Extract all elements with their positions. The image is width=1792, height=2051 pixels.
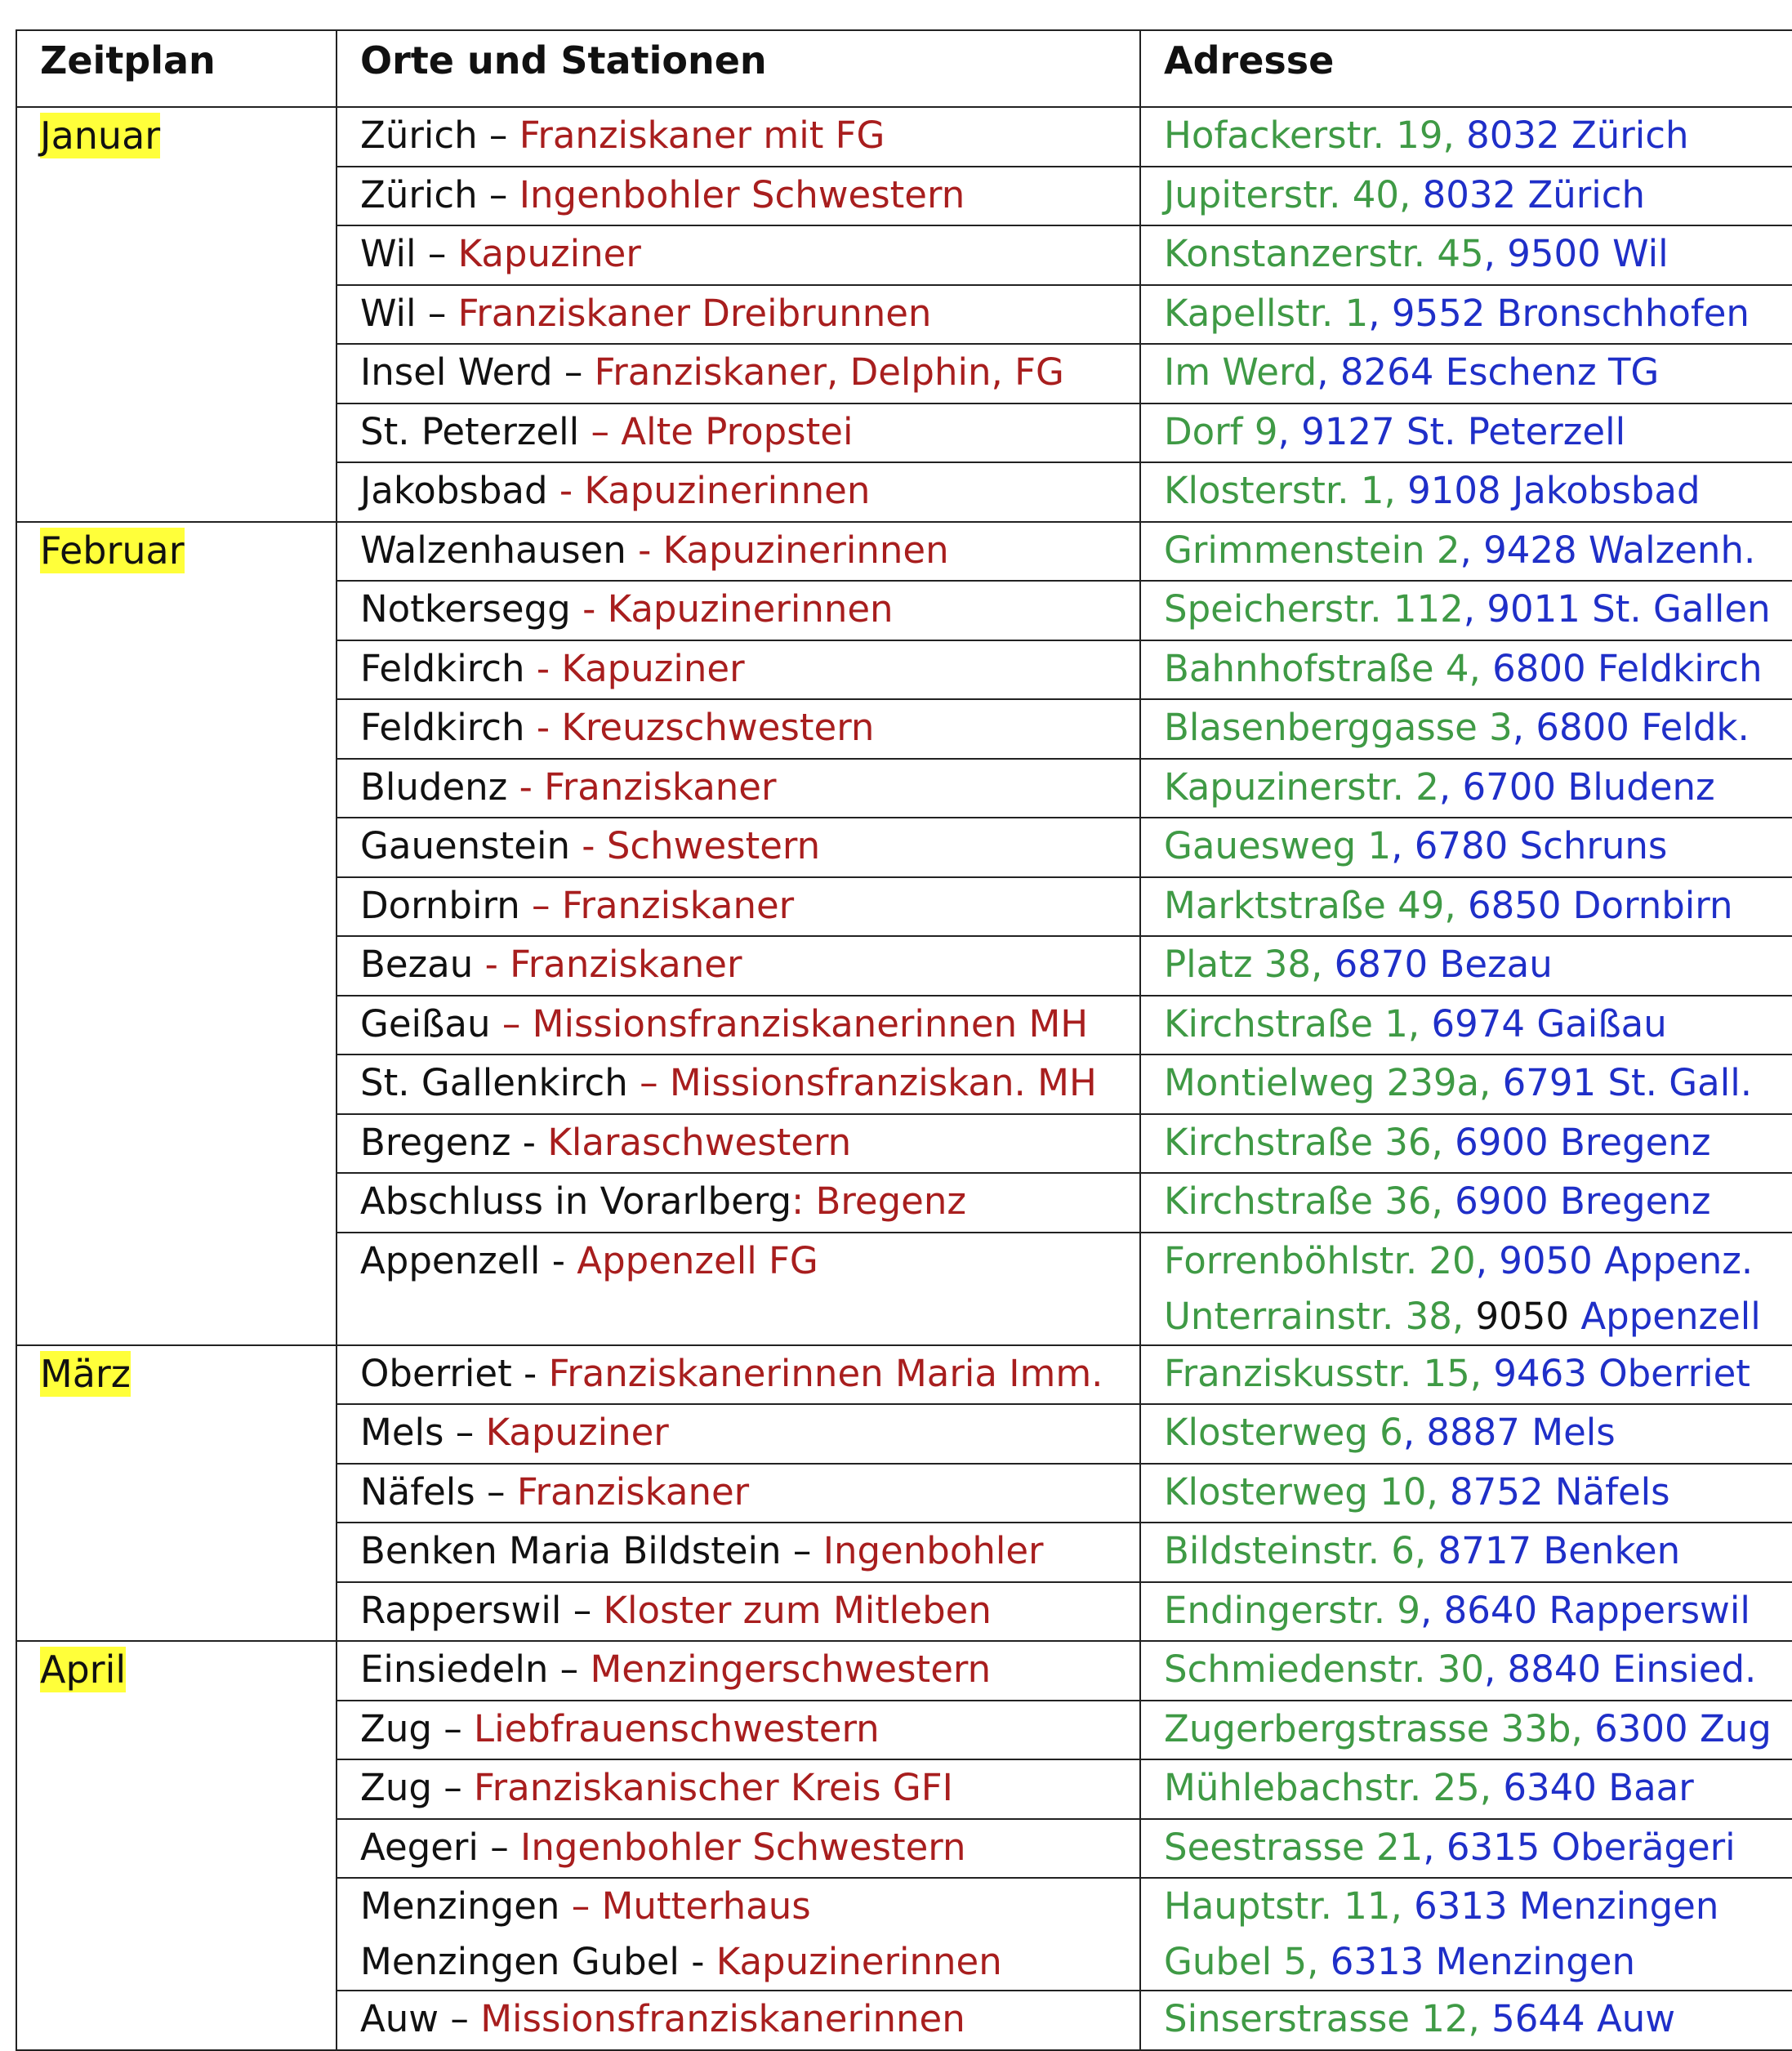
place-name: Benken Maria Bildstein bbox=[360, 1529, 782, 1572]
street-address: Franziskusstr. 15, bbox=[1164, 1351, 1482, 1395]
street-address: Kapuzinerstr. 2 bbox=[1164, 765, 1439, 809]
schedule-table bbox=[16, 29, 1792, 2051]
place-name: Zug bbox=[360, 1706, 432, 1750]
address-cell bbox=[1141, 1346, 1792, 1404]
order-name: Klaraschwestern bbox=[547, 1120, 852, 1164]
address-cell bbox=[1141, 641, 1792, 699]
address-cell bbox=[1141, 760, 1792, 818]
place-name: Bezau bbox=[360, 943, 474, 986]
postal-city: , 6800 Feldk. bbox=[1512, 706, 1750, 749]
postal-city: , 9050 Appenz. bbox=[1475, 1238, 1754, 1282]
order-name: : Bregenz bbox=[791, 1179, 966, 1223]
order-name: Kloster zum Mitleben bbox=[603, 1588, 992, 1632]
street-address: Endingerstr. 9 bbox=[1164, 1588, 1420, 1632]
separator: – bbox=[431, 1766, 475, 1809]
postal-city: , 8264 Eschenz TG bbox=[1317, 350, 1660, 394]
place-name: Rapperswil bbox=[360, 1588, 562, 1632]
place-cell bbox=[337, 226, 1141, 284]
month-group bbox=[17, 1642, 1792, 2051]
place-cell bbox=[337, 1701, 1141, 1759]
separator: – bbox=[444, 1411, 486, 1454]
table-row bbox=[337, 698, 1792, 758]
table-header-row bbox=[17, 31, 1792, 108]
postal-city: 6313 Menzingen bbox=[1318, 1940, 1635, 1983]
place-cell bbox=[337, 760, 1141, 818]
postal-city: 6900 Bregenz bbox=[1442, 1120, 1711, 1164]
place-name: Menzingen Gubel bbox=[360, 1940, 680, 1983]
table-row bbox=[337, 1346, 1792, 1404]
place-cell bbox=[337, 286, 1141, 344]
street-address: Kirchstraße 36, bbox=[1164, 1120, 1443, 1164]
street-address: Klosterweg 10, bbox=[1164, 1469, 1438, 1514]
place-name: Notkersegg bbox=[360, 587, 571, 631]
separator: – bbox=[431, 1706, 475, 1750]
order-name: - Schwestern bbox=[582, 824, 821, 867]
street-address: Montielweg 239a, bbox=[1164, 1061, 1491, 1104]
table-row bbox=[337, 1054, 1792, 1113]
street-address: Konstanzerstr. 45 bbox=[1164, 232, 1484, 275]
place-cell bbox=[337, 1820, 1141, 1878]
place-cell bbox=[337, 463, 1141, 521]
place-name: Gauenstein bbox=[360, 824, 570, 867]
place-name: Oberriet bbox=[360, 1351, 512, 1395]
postal-city: 8752 Näfels bbox=[1438, 1469, 1670, 1514]
place-name: Zürich bbox=[360, 114, 478, 157]
street-address: Mühlebachstr. 25, bbox=[1164, 1766, 1492, 1809]
street-address: Dorf 9 bbox=[1164, 409, 1278, 453]
street-address: Sinserstrasse 12, bbox=[1164, 1997, 1480, 2040]
place-cell bbox=[337, 700, 1141, 758]
street-address: Hauptstr. 11, bbox=[1164, 1884, 1402, 1928]
order-name: Franziskaner, Delphin, FG bbox=[594, 350, 1064, 394]
place-cell bbox=[337, 1760, 1141, 1818]
separator bbox=[507, 765, 519, 809]
place-name: Geißau bbox=[360, 1001, 491, 1046]
address-cell bbox=[1141, 582, 1792, 640]
address-cell bbox=[1141, 167, 1792, 225]
postal-city: 6850 Dornbirn bbox=[1455, 883, 1733, 927]
street-address: Seestrasse 21 bbox=[1164, 1825, 1424, 1869]
place-cell bbox=[337, 167, 1141, 225]
place-cell bbox=[337, 108, 1141, 166]
street-address: Forrenböhlstr. 20 bbox=[1164, 1238, 1476, 1282]
separator bbox=[579, 410, 591, 453]
address-cell bbox=[1141, 226, 1792, 284]
address-cell bbox=[1141, 463, 1792, 521]
place-name: Auw bbox=[360, 1997, 439, 2040]
address-cell bbox=[1141, 997, 1792, 1054]
table-row bbox=[337, 1522, 1792, 1581]
address-cell bbox=[1141, 108, 1792, 166]
month-label: Februar bbox=[40, 528, 185, 573]
separator: - bbox=[511, 1351, 549, 1395]
table-row bbox=[337, 1700, 1792, 1759]
postal-city: 6300 Zug bbox=[1582, 1706, 1772, 1750]
street-address: Hofackerstr. 19, bbox=[1164, 114, 1455, 157]
place-name: Aegeri bbox=[360, 1825, 479, 1869]
separator: – bbox=[477, 172, 519, 216]
postal-city: 8717 Benken bbox=[1426, 1529, 1681, 1572]
place-cell bbox=[337, 1879, 1141, 1990]
table-row bbox=[337, 1172, 1792, 1232]
place-name: Wil bbox=[360, 232, 417, 275]
table-row bbox=[337, 1877, 1792, 1990]
order-name: Franziskaner bbox=[516, 1469, 750, 1514]
place-name: Abschluss in Vorarlberg bbox=[360, 1179, 792, 1223]
postal-city: , 6780 Schruns bbox=[1391, 824, 1668, 867]
place-name: Einsiedeln bbox=[360, 1647, 549, 1691]
place-cell bbox=[337, 937, 1141, 995]
table-row bbox=[337, 640, 1792, 699]
place-cell bbox=[337, 345, 1141, 403]
address-cell bbox=[1141, 1233, 1792, 1344]
address-cell bbox=[1141, 1642, 1792, 1700]
place-cell bbox=[337, 1055, 1141, 1113]
order-name: Franziskaner Dreibrunnen bbox=[457, 291, 932, 335]
separator: – bbox=[475, 1469, 517, 1514]
separator bbox=[473, 943, 484, 986]
place-cell bbox=[337, 818, 1141, 876]
month-group bbox=[17, 523, 1792, 1346]
place-name: Wil bbox=[360, 291, 417, 335]
table-row bbox=[337, 1642, 1792, 1700]
street-address: Kapellstr. 1 bbox=[1164, 291, 1369, 335]
separator: – bbox=[477, 114, 519, 157]
address-cell bbox=[1141, 523, 1792, 581]
separator bbox=[628, 1061, 640, 1104]
place-cell bbox=[337, 1405, 1141, 1463]
separator: – bbox=[416, 291, 458, 335]
address-cell bbox=[1141, 878, 1792, 936]
order-name: Liebfrauenschwestern bbox=[474, 1706, 880, 1750]
table-row bbox=[337, 935, 1792, 995]
street-address: Im Werd bbox=[1164, 350, 1317, 394]
table-row bbox=[337, 523, 1792, 581]
postal-city: , 8840 Einsied. bbox=[1483, 1647, 1757, 1691]
postal-city: 6974 Gaißau bbox=[1420, 1001, 1667, 1046]
table-row bbox=[337, 1990, 1792, 2049]
address-cell bbox=[1141, 1760, 1792, 1818]
separator: - bbox=[540, 1238, 577, 1282]
address-cell bbox=[1141, 700, 1792, 758]
separator bbox=[525, 647, 537, 690]
order-name: Kapuziner bbox=[485, 1411, 669, 1454]
street-address: Speicherstr. 112 bbox=[1164, 587, 1464, 631]
street-address: Gubel 5, bbox=[1164, 1940, 1319, 1983]
separator: – bbox=[416, 232, 458, 275]
order-name: – Mutterhaus bbox=[571, 1884, 811, 1928]
address-cell bbox=[1141, 1174, 1792, 1232]
address-cell bbox=[1141, 404, 1792, 462]
order-name: - Kreuzschwestern bbox=[536, 706, 875, 749]
street-address: Klosterweg 6 bbox=[1164, 1411, 1403, 1454]
place-cell bbox=[337, 1115, 1141, 1173]
place-cell bbox=[337, 404, 1141, 462]
schedule-document bbox=[16, 29, 1792, 2051]
table-body bbox=[17, 108, 1792, 2051]
postal-city: , 9011 St. Gallen bbox=[1463, 587, 1771, 631]
separator bbox=[525, 706, 537, 749]
month-group bbox=[17, 108, 1792, 523]
separator: - bbox=[510, 1120, 548, 1164]
order-name: - Franziskaner bbox=[519, 765, 777, 809]
separator bbox=[491, 1002, 502, 1046]
table-row bbox=[337, 284, 1792, 344]
order-name: Missionsfranziskanerinnen bbox=[480, 1997, 965, 2040]
postal-city: 6791 St. Gall. bbox=[1491, 1061, 1753, 1104]
table-row bbox=[337, 817, 1792, 876]
month-label: März bbox=[40, 1351, 131, 1396]
postal-city: 6313 Menzingen bbox=[1402, 1884, 1719, 1928]
table-row bbox=[337, 108, 1792, 166]
table-row bbox=[337, 166, 1792, 225]
street-address: Jupiterstr. 40, bbox=[1164, 172, 1411, 216]
street-address: Klosterstr. 1, bbox=[1164, 469, 1396, 512]
order-name: - Kapuziner bbox=[536, 646, 745, 690]
order-name: Menzingerschwestern bbox=[590, 1647, 992, 1691]
place-name: Jakobsbad bbox=[360, 469, 548, 512]
address-cell bbox=[1141, 1701, 1792, 1759]
separator: – bbox=[561, 1588, 604, 1632]
postal-city: , 9552 Bronschhofen bbox=[1368, 291, 1750, 335]
order-name: - Kapuzinerinnen bbox=[559, 469, 871, 512]
place-cell bbox=[337, 1991, 1141, 2049]
separator: - bbox=[679, 1940, 716, 1983]
postal-city: 5644 Auw bbox=[1479, 1997, 1676, 2040]
place-name: Näfels bbox=[360, 1469, 475, 1514]
postal-city: 6870 Bezau bbox=[1322, 943, 1553, 986]
separator: – bbox=[781, 1529, 823, 1572]
postal-city: , 9127 St. Peterzell bbox=[1277, 409, 1626, 453]
postal-city: , 6700 Bludenz bbox=[1438, 765, 1715, 809]
place-cell bbox=[337, 1174, 1141, 1232]
separator bbox=[520, 884, 532, 927]
place-cell bbox=[337, 523, 1141, 581]
month-cell bbox=[17, 1346, 337, 1641]
postal-city: , 9428 Walzenh. bbox=[1460, 528, 1756, 572]
street-address: Unterrainstr. 38, bbox=[1164, 1294, 1464, 1338]
place-name: Feldkirch bbox=[360, 646, 525, 690]
header-schedule: Zeitplan bbox=[17, 31, 337, 106]
order-name: – Alte Propstei bbox=[591, 409, 854, 453]
order-name: – Franziskaner bbox=[532, 883, 795, 927]
place-cell bbox=[337, 1346, 1141, 1404]
separator: – bbox=[548, 1647, 591, 1691]
street-address: Marktstraße 49, bbox=[1164, 883, 1456, 927]
table-row bbox=[337, 876, 1792, 936]
place-cell bbox=[337, 582, 1141, 640]
place-name: Menzingen bbox=[360, 1884, 560, 1928]
order-name: – Missionsfranziskan. MH bbox=[640, 1061, 1097, 1104]
month-cell bbox=[17, 108, 337, 521]
order-name: Ingenbohler Schwestern bbox=[520, 1825, 966, 1869]
table-row bbox=[337, 580, 1792, 640]
address-cell bbox=[1141, 345, 1792, 403]
table-row bbox=[337, 403, 1792, 462]
postal-city: 6340 Baar bbox=[1491, 1766, 1694, 1809]
postal-city: Appenzell bbox=[1569, 1294, 1761, 1338]
address-cell bbox=[1141, 1523, 1792, 1581]
place-cell bbox=[337, 1465, 1141, 1523]
separator: – bbox=[478, 1825, 521, 1869]
street-address: Bahnhofstraße 4, bbox=[1164, 646, 1481, 690]
order-name: - Franziskaner bbox=[484, 943, 742, 986]
order-name: Kapuziner bbox=[457, 232, 641, 275]
table-row bbox=[337, 758, 1792, 818]
separator bbox=[570, 824, 582, 867]
place-cell bbox=[337, 641, 1141, 699]
address-cell bbox=[1141, 1115, 1792, 1173]
postal-city: , 8640 Rapperswil bbox=[1420, 1588, 1750, 1632]
address-cell bbox=[1141, 1583, 1792, 1641]
address-cell bbox=[1141, 1991, 1792, 2049]
address-cell bbox=[1141, 286, 1792, 344]
address-cell bbox=[1141, 1405, 1792, 1463]
address-cell bbox=[1141, 1055, 1792, 1113]
address-cell bbox=[1141, 937, 1792, 995]
postal-city: , 9500 Wil bbox=[1483, 232, 1669, 275]
table-row bbox=[337, 1463, 1792, 1523]
place-name: Dornbirn bbox=[360, 883, 520, 927]
postal-city: 9108 Jakobsbad bbox=[1395, 469, 1701, 512]
order-name: Ingenbohler bbox=[822, 1529, 1044, 1572]
street-address: Gauesweg 1 bbox=[1164, 824, 1392, 867]
street-address: Kirchstraße 1, bbox=[1164, 1001, 1420, 1046]
street-address: Blasenberggasse 3 bbox=[1164, 706, 1513, 749]
street-address: Platz 38, bbox=[1164, 943, 1323, 986]
postal-city: 6800 Feldkirch bbox=[1480, 646, 1763, 690]
place-cell bbox=[337, 997, 1141, 1054]
month-label: April bbox=[40, 1647, 127, 1692]
place-name: Appenzell bbox=[360, 1238, 541, 1282]
street-address: Grimmenstein 2 bbox=[1164, 528, 1460, 572]
street-address: Schmiedenstr. 30 bbox=[1164, 1647, 1484, 1691]
order-name: – Missionsfranziskanerinnen MH bbox=[501, 1001, 1089, 1046]
place-name: St. Peterzell bbox=[360, 409, 580, 453]
table-row bbox=[337, 461, 1792, 521]
street-address: Bildsteinstr. 6, bbox=[1164, 1529, 1427, 1572]
place-cell bbox=[337, 1642, 1141, 1700]
street-address: Kirchstraße 36, bbox=[1164, 1179, 1443, 1223]
place-name: Insel Werd bbox=[360, 350, 553, 394]
table-row bbox=[337, 343, 1792, 403]
month-label: Januar bbox=[40, 114, 161, 158]
postal-city: 8032 Zürich bbox=[1411, 172, 1646, 216]
place-name: Bludenz bbox=[360, 765, 508, 809]
separator bbox=[548, 469, 559, 512]
order-name: Franziskanischer Kreis GFI bbox=[474, 1766, 953, 1809]
table-row bbox=[337, 1232, 1792, 1344]
place-name: Mels bbox=[360, 1411, 444, 1454]
address-cell bbox=[1141, 1465, 1792, 1523]
table-row bbox=[337, 1403, 1792, 1463]
postal-city: , 8887 Mels bbox=[1402, 1411, 1616, 1454]
table-row bbox=[337, 1581, 1792, 1641]
postal-code: 9050 bbox=[1464, 1294, 1570, 1338]
place-cell bbox=[337, 878, 1141, 936]
table-row bbox=[337, 1759, 1792, 1818]
order-name: Franziskaner mit FG bbox=[519, 114, 885, 157]
table-row bbox=[337, 1818, 1792, 1878]
order-name: Appenzell FG bbox=[577, 1238, 818, 1282]
place-cell bbox=[337, 1233, 1141, 1344]
place-name: St. Gallenkirch bbox=[360, 1061, 628, 1104]
postal-city: , 6315 Oberägeri bbox=[1423, 1825, 1736, 1869]
postal-city: 8032 Zürich bbox=[1454, 114, 1689, 157]
postal-city: 9463 Oberriet bbox=[1482, 1351, 1750, 1395]
table-row bbox=[337, 995, 1792, 1054]
address-cell bbox=[1141, 818, 1792, 876]
place-name: Zürich bbox=[360, 172, 478, 216]
table-row bbox=[337, 225, 1792, 284]
place-name: Walzenhausen bbox=[360, 528, 626, 572]
month-group bbox=[17, 1346, 1792, 1643]
postal-city: 6900 Bregenz bbox=[1442, 1179, 1711, 1223]
header-places: Orte und Stationen bbox=[337, 31, 1141, 106]
place-name: Bregenz bbox=[360, 1120, 511, 1164]
separator bbox=[559, 1884, 571, 1928]
header-address: Adresse bbox=[1141, 31, 1792, 106]
order-name: - Kapuzinerinnen bbox=[638, 528, 949, 572]
place-cell bbox=[337, 1523, 1141, 1581]
order-name: Kapuzinerinnen bbox=[715, 1940, 1002, 1983]
order-name: - Kapuzinerinnen bbox=[582, 587, 894, 631]
separator: – bbox=[439, 1997, 481, 2040]
month-cell bbox=[17, 523, 337, 1344]
place-name: Zug bbox=[360, 1766, 432, 1809]
place-name: Feldkirch bbox=[360, 706, 525, 749]
order-name: Franziskanerinnen Maria Imm. bbox=[548, 1351, 1103, 1395]
separator bbox=[626, 528, 638, 572]
month-cell bbox=[17, 1642, 337, 2049]
street-address: Zugerbergstrasse 33b, bbox=[1164, 1706, 1583, 1750]
place-cell bbox=[337, 1583, 1141, 1641]
address-cell bbox=[1141, 1879, 1792, 1990]
address-cell bbox=[1141, 1820, 1792, 1878]
table-row bbox=[337, 1113, 1792, 1173]
order-name: Ingenbohler Schwestern bbox=[519, 172, 965, 216]
separator bbox=[571, 587, 582, 631]
separator: – bbox=[552, 350, 595, 394]
